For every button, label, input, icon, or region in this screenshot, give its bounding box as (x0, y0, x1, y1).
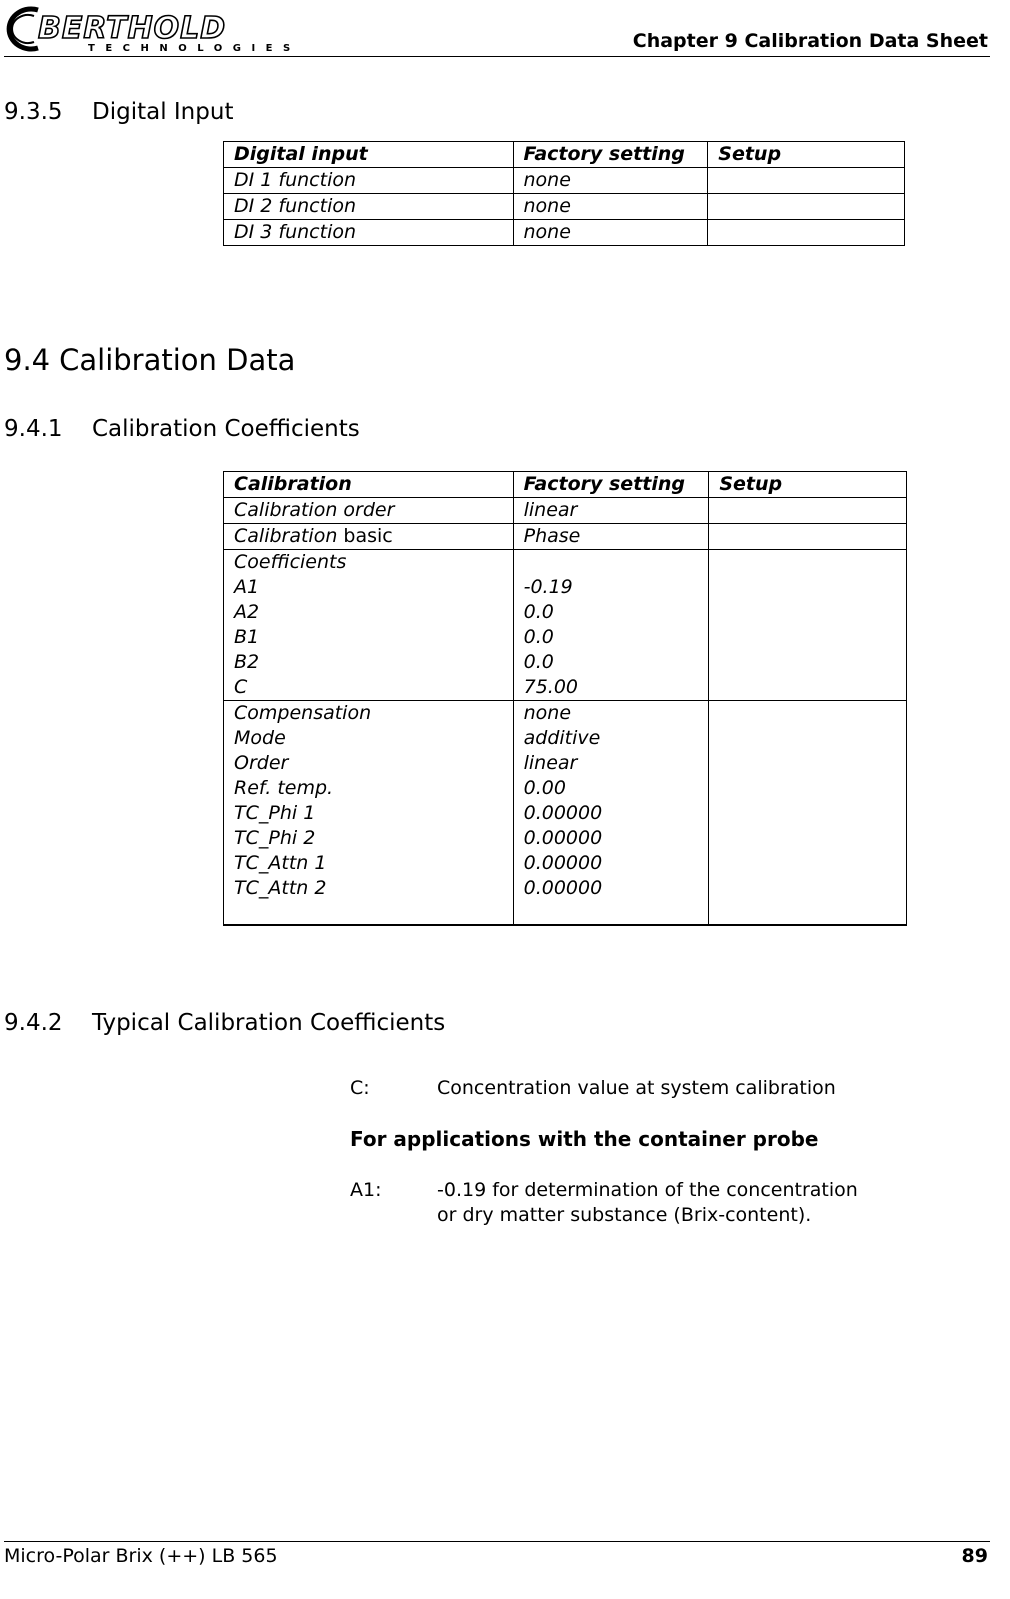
section-title: Calibration Coefficients (92, 416, 360, 442)
coefficient-value: 0.0 (523, 626, 554, 648)
table-cell (709, 550, 907, 701)
compensation-value: 0.00 (523, 777, 566, 799)
header-rule (4, 56, 990, 57)
coefficient-label: A2 (234, 601, 260, 623)
table-cell: Phase (513, 524, 709, 550)
column-header: Setup (709, 472, 907, 498)
definition-label: A1: (350, 1179, 382, 1201)
definition-text: Concentration value at system calibration (437, 1077, 836, 1099)
table-row-compensation (224, 701, 907, 926)
compensation-label: Compensation (234, 702, 372, 724)
section-number: 9.4.1 (4, 416, 63, 442)
table-cell (708, 220, 905, 246)
table-cell: Calibration order (224, 498, 514, 524)
table-cell: DI 2 function (224, 194, 514, 220)
column-header: Factory setting (513, 472, 709, 498)
table-cell (224, 524, 514, 550)
table-cell (708, 194, 905, 220)
coefficient-value: 0.0 (523, 601, 554, 623)
table-cell (709, 524, 907, 550)
table-cell: none (513, 220, 708, 246)
subheading-container-probe: For applications with the container probe (350, 1127, 819, 1151)
compensation-label: Ref. temp. (234, 777, 334, 799)
compensation-value: 0.00000 (523, 877, 603, 899)
coefficient-label: B2 (234, 651, 260, 673)
compensation-value: none (523, 702, 572, 724)
definition-text-line: or dry matter substance (Brix-content). (437, 1204, 812, 1226)
footer-rule (4, 1541, 990, 1542)
compensation-label: TC_Phi 1 (234, 802, 316, 824)
table-cell (709, 701, 907, 926)
table-cell: linear (513, 498, 709, 524)
table-cell: DI 1 function (224, 168, 514, 194)
column-header: Calibration (224, 472, 514, 498)
digital-input-table (223, 141, 905, 246)
table-row (224, 524, 907, 550)
compensation-label: Order (234, 752, 289, 774)
definition-text-line: -0.19 for determination of the concentration (437, 1179, 858, 1201)
svg-text:BERTHOLD: BERTHOLD (38, 11, 227, 46)
coefficient-label: Coefficients (234, 551, 347, 573)
chapter-title: Chapter 9 Calibration Data Sheet (632, 30, 988, 52)
table-cell (513, 550, 709, 701)
calibration-table (223, 471, 907, 926)
section-number: 9.4 (4, 343, 51, 377)
table-cell (224, 550, 514, 701)
section-title: Digital Input (92, 99, 234, 125)
coefficient-label: C (234, 676, 248, 698)
compensation-value: additive (523, 727, 601, 749)
cell-text-italic: Calibration (234, 525, 344, 547)
section-number: 9.4.2 (4, 1010, 63, 1036)
svg-text:TECHNOLOGIES: TECHNOLOGIES (88, 43, 301, 54)
column-header: Setup (708, 142, 905, 168)
compensation-value: 0.00000 (523, 852, 603, 874)
table-header-row (224, 142, 905, 168)
table-row (224, 498, 907, 524)
definition-label: C: (350, 1077, 370, 1099)
compensation-label: TC_Attn 1 (234, 852, 327, 874)
table-cell: none (513, 168, 708, 194)
compensation-value: linear (523, 752, 578, 774)
compensation-label: TC_Phi 2 (234, 827, 316, 849)
table-row (224, 194, 905, 220)
table-cell (709, 498, 907, 524)
compensation-label: Mode (234, 727, 286, 749)
coefficient-value (524, 550, 699, 575)
table-cell: none (513, 194, 708, 220)
compensation-label: TC_Attn 2 (234, 877, 327, 899)
section-heading-9-4-1 (4, 416, 360, 442)
column-header: Factory setting (513, 142, 708, 168)
table-cell (708, 168, 905, 194)
section-number: 9.3.5 (4, 99, 63, 125)
table-cell: DI 3 function (224, 220, 514, 246)
section-heading-9-3-5 (4, 99, 233, 125)
berthold-logo (4, 4, 304, 54)
coefficient-label: B1 (234, 626, 260, 648)
definition-c (350, 1076, 910, 1101)
cell-text-plain: basic (343, 525, 393, 547)
coefficient-value: -0.19 (523, 576, 573, 598)
compensation-value: 0.00000 (523, 827, 603, 849)
section-heading-9-4 (4, 343, 295, 377)
table-row (224, 220, 905, 246)
table-cell (513, 701, 709, 926)
coefficient-value: 75.00 (523, 676, 579, 698)
section-heading-9-4-2 (4, 1010, 445, 1036)
coefficient-label: A1 (234, 576, 260, 598)
coefficient-value: 0.0 (523, 651, 554, 673)
page-number: 89 (961, 1545, 988, 1567)
definition-a1 (350, 1178, 950, 1228)
footer-product-name: Micro-Polar Brix (++) LB 565 (4, 1545, 278, 1567)
table-cell (224, 701, 514, 926)
section-title: Typical Calibration Coefficients (92, 1010, 446, 1036)
table-row (224, 168, 905, 194)
compensation-value: 0.00000 (523, 802, 603, 824)
column-header: Digital input (224, 142, 514, 168)
section-title: Calibration Data (59, 343, 296, 377)
table-header-row (224, 472, 907, 498)
table-row-coefficients (224, 550, 907, 701)
